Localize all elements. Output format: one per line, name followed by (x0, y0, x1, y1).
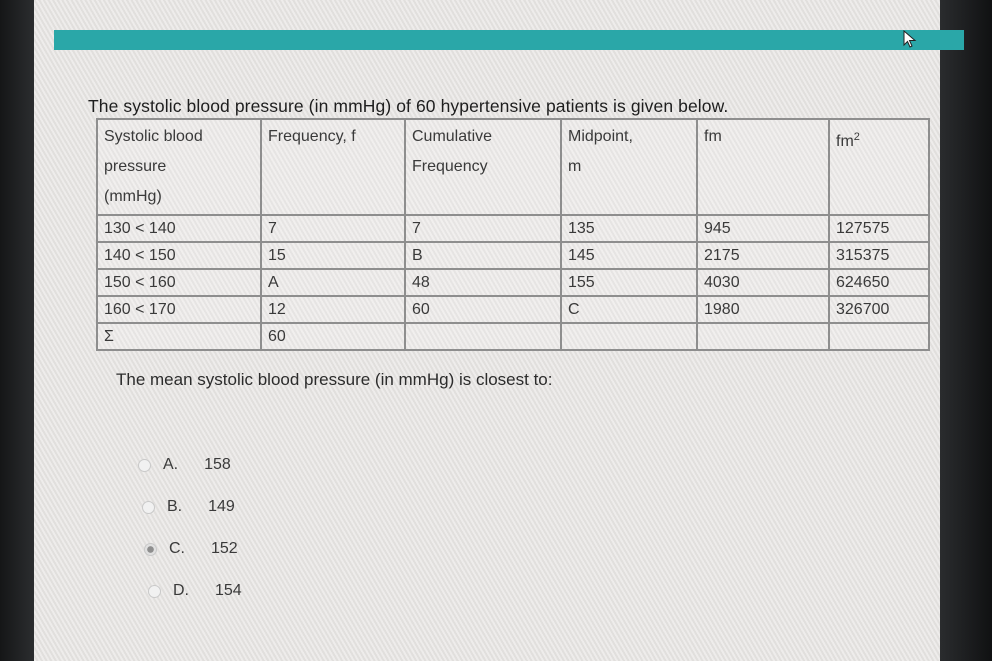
header-systolic-blood-pressure (97, 119, 261, 215)
cell-fm: 4030 (697, 269, 829, 296)
cell-frequency: 12 (261, 296, 405, 323)
question-text: The systolic blood pressure (in mmHg) of 60 hypertensive patients is given below. (88, 96, 729, 116)
cell-fm: 945 (697, 215, 829, 242)
frequency-table (96, 118, 930, 351)
cell-midpoint: 135 (561, 215, 697, 242)
cell-fm2: 315375 (829, 242, 929, 269)
header-text: fm (836, 133, 854, 150)
option-letter: B. (167, 498, 183, 515)
cell-interval: 140 < 150 (97, 242, 261, 269)
header-text: Frequency (412, 158, 488, 175)
cell-cumulative: B (405, 242, 561, 269)
cell-fm2 (829, 323, 929, 350)
option-letter: A. (163, 456, 179, 473)
answer-option-d[interactable] (148, 582, 242, 600)
cell-interval: 160 < 170 (97, 296, 261, 323)
cell-midpoint: 155 (561, 269, 697, 296)
answer-option-b[interactable] (142, 498, 235, 516)
cell-fm: 1980 (697, 296, 829, 323)
cell-sum-symbol: Σ (97, 323, 261, 350)
option-value: 158 (204, 456, 231, 473)
cell-fm2: 127575 (829, 215, 929, 242)
option-letter: D. (173, 582, 189, 599)
table-row (97, 269, 929, 296)
header-superscript: 2 (853, 131, 860, 143)
cell-frequency-total: 60 (261, 323, 405, 350)
header-text: Midpoint, (568, 128, 633, 145)
header-text: pressure (104, 158, 167, 175)
radio-button-selected[interactable] (144, 543, 157, 556)
monitor-bezel-right (940, 0, 992, 661)
table-row (97, 242, 929, 269)
cell-cumulative (405, 323, 561, 350)
cell-interval: 130 < 140 (97, 215, 261, 242)
option-value: 152 (211, 540, 238, 557)
header-text: Systolic blood (104, 128, 203, 145)
header-text: (mmHg) (104, 188, 162, 205)
cell-midpoint (561, 323, 697, 350)
answer-option-a[interactable] (138, 456, 231, 474)
cell-frequency: 15 (261, 242, 405, 269)
header-fm-squared (829, 119, 929, 215)
cell-fm: 2175 (697, 242, 829, 269)
cell-cumulative: 60 (405, 296, 561, 323)
option-value: 154 (215, 582, 242, 599)
question-prompt: The mean systolic blood pressure (in mmHg) is closest to: (116, 370, 553, 389)
cell-midpoint: C (561, 296, 697, 323)
header-fm (697, 119, 829, 215)
header-text: Frequency, f (268, 128, 356, 145)
option-letter: C. (169, 540, 185, 557)
cell-frequency: A (261, 269, 405, 296)
table-row-sum (97, 323, 929, 350)
cell-fm2: 624650 (829, 269, 929, 296)
cell-cumulative: 7 (405, 215, 561, 242)
header-frequency (261, 119, 405, 215)
cell-frequency: 7 (261, 215, 405, 242)
monitor-bezel-left (0, 0, 34, 661)
header-accent-bar (54, 30, 964, 50)
radio-button[interactable] (138, 459, 151, 472)
radio-button[interactable] (148, 585, 161, 598)
table-header-row (97, 119, 929, 215)
header-cumulative-frequency (405, 119, 561, 215)
cell-midpoint: 145 (561, 242, 697, 269)
cell-fm2: 326700 (829, 296, 929, 323)
header-midpoint (561, 119, 697, 215)
radio-button[interactable] (142, 501, 155, 514)
header-text: fm (704, 128, 722, 145)
cell-interval: 150 < 160 (97, 269, 261, 296)
answer-option-c[interactable] (144, 540, 238, 558)
header-text: Cumulative (412, 128, 493, 145)
table-row (97, 215, 929, 242)
mouse-pointer-icon (903, 30, 917, 48)
table-row (97, 296, 929, 323)
cell-fm (697, 323, 829, 350)
cell-cumulative: 48 (405, 269, 561, 296)
header-text: m (568, 158, 582, 175)
option-value: 149 (208, 498, 235, 515)
